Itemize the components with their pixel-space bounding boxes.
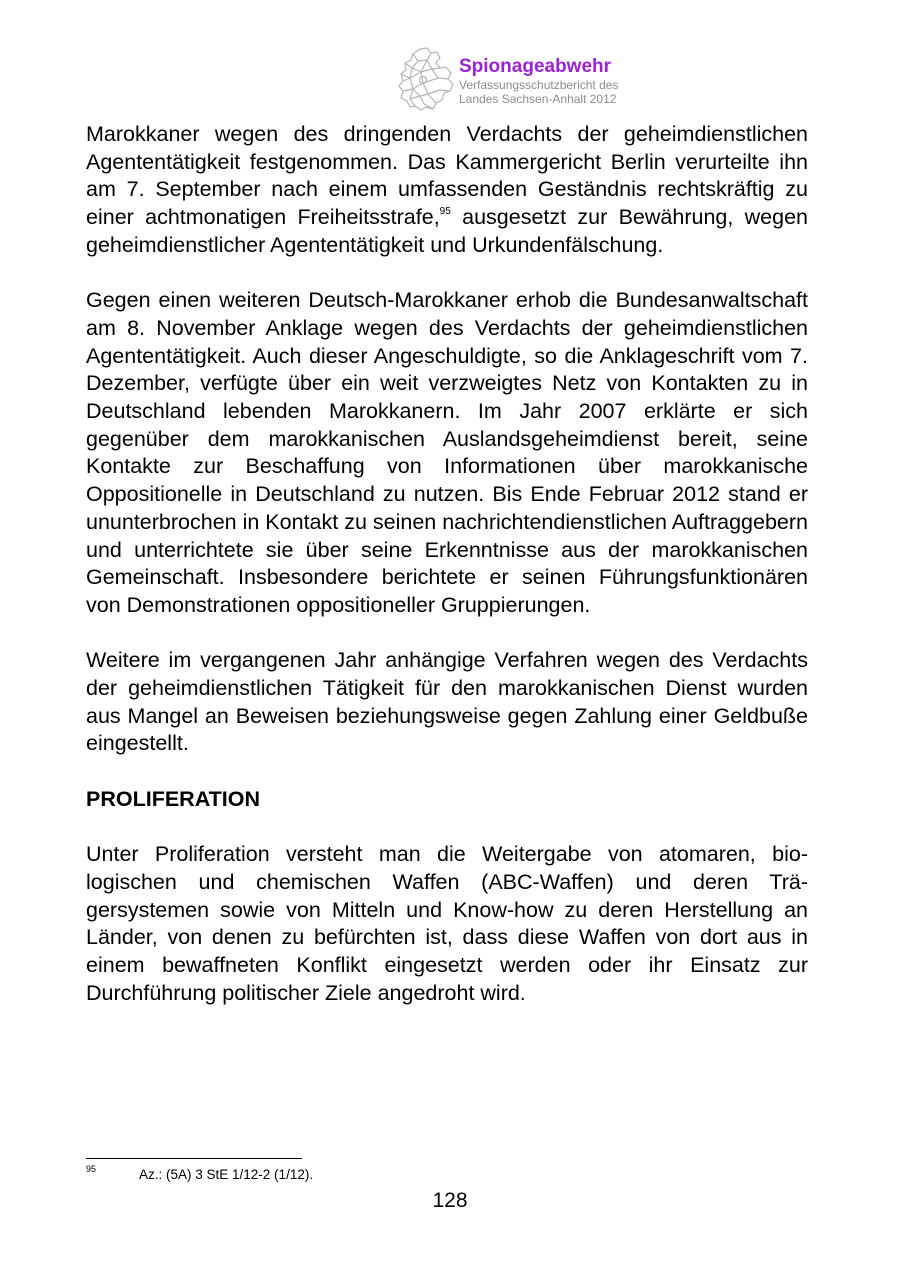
footnote-text: Az.: (5A) 3 StE 1/12-2 (1/12). <box>139 1167 314 1182</box>
paragraph-1 <box>86 121 808 260</box>
paragraph-3: Weitere im vergangenen Jahr anhängige Verfahren wegen des Verdachts der geheimdienstlichen Tätigkeit für den marokkanischen Dienst wurden aus Mangel an Beweisen beziehungsweise gegen Zahlung einer Geldbuße eingestellt. <box>86 648 808 756</box>
header-block <box>459 56 618 106</box>
paragraph-2: Gegen einen weiteren Deutsch-Marokkaner erhob die Bundesanwaltschaft am 8. November Anklage wegen des Verdachts der geheimdienstlichen Agententätigkeit. Auch dieser Angeschuldigte, so die Anklageschrift vom 7. Dezember, verfügte über ein weit verzweigtes Netz von Kontakten zu in Deutschland lebenden Marokkanern. Im Jahr 2007 erklärte er sich gegenüber dem marokkanischen Auslandsgeheimdienst bereit, seine Kontakte zur Beschaffung von Informationen über marokkanische Oppositionelle in Deutschland zu nutzen. Bis Ende Februar 2012 stand er ununterbrochen in Kontakt zu seinen nachrichtendienstlichen Auftraggebern und unterrichtete sie über seine Erkenntnisse aus der marokkanischen Gemeinschaft. Insbesondere berichtete er seinen Führungsfunktionären von Demonstrationen oppositioneller Gruppierungen. <box>86 288 808 617</box>
paragraph-1-text-a: Marokkaner wegen des dringenden Verdachts der geheimdienstlichen Agententätigkeit festgenommen. Das Kammergericht Berlin verurteilte ihn am 7. September nach einem umfassenden Geständnis rechtskräftig zu einer achtmonatigen Freiheitsstrafe, <box>86 122 808 230</box>
saxony-anhalt-map-logo <box>396 46 458 112</box>
paragraph-4: Unter Proliferation versteht man die Weitergabe von atomaren, biologischen und chemischen Waffen (ABC-Waffen) und deren Trägersystemen sowie von Mitteln und Know-how zu deren Herstellung an Länder, von denen zu befürchten ist, dass diese Waffen von dort aus in einem bewaffneten Konflikt eingesetzt werden oder ihr Einsatz zur Durchführung politischer Ziele angedroht wird. <box>86 842 808 1005</box>
paragraph-1-text-b: ausgesetzt zur Bewährung, wegen geheimdienstlicher Agententätigkeit und Urkundenfälschung. <box>86 205 809 257</box>
page-number: 128 <box>432 1189 468 1212</box>
header-title: Spionageabwehr <box>459 56 612 77</box>
header-subtitle-line2: Landes Sachsen-Anhalt 2012 <box>459 92 617 106</box>
page-body <box>86 121 808 1007</box>
footnote-reference[interactable]: 95 <box>439 206 451 218</box>
footnote-number: 95 <box>86 1164 97 1174</box>
section-heading: PROLIFERATION <box>86 786 260 811</box>
header-subtitle-line1: Verfassungsschutzbericht des <box>459 78 619 92</box>
footnote-separator <box>86 1158 302 1159</box>
